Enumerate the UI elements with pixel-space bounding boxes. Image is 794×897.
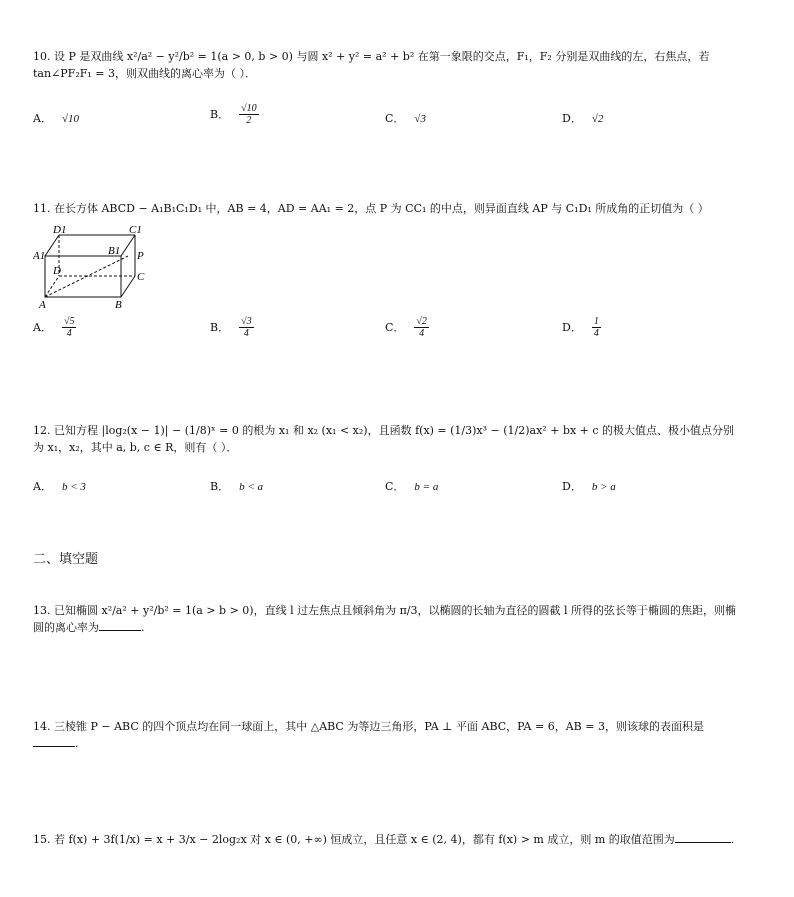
answer-blank-15[interactable] [675,832,731,843]
label-b1: B1 [108,245,121,257]
q10-option-d: D． √2 [562,112,604,125]
label-d: D [53,265,61,277]
label-a: A [39,299,46,311]
q10-option-c: C． √3 [385,112,426,125]
question-11 [33,200,742,217]
q12-option-d: D． b > a [562,480,616,493]
question-13-text: 13. 已知椭圆 x²/a² + y²/b² = 1(a > b > 0)，直线 l 过左焦点且倾斜角为 π/3，以椭圆的长轴为直径的圆截 l 所得的弦长等于椭圆的焦距，则椭圆的离心率为 [33,604,737,635]
question-12-text: 12. 已知方程 |log₂(x − 1)| − (1/8)ˣ = 0 的根为 x₁ 和 x₂ (x₁ < x₂)，且函数 f(x) = (1/3)x³ − (1/2)ax² + bx + c 的极大值点、极小值点分别为 x₁，x₂，其中 a, b, c ∈ R，则有（ ）． [33,424,735,455]
q12-option-b: B． b < a [210,480,264,493]
q12-option-a: A． b < 3 [33,480,86,493]
q12-option-c: C． b = a [385,480,439,493]
question-10-text: 10. 设 P 是双曲线 x²/a² − y²/b² = 1(a > 0, b > 0) 与圆 x² + y² = a² + b² 在第一象限的交点，F₁，F₂ 分别是双曲线的左，右焦点，若 tan∠PF₂F₁ = 3，则双曲线的离心率为（ ）． [33,50,710,81]
question-15-text: 15. 若 f(x) + 3f(1/x) = x + 3/x − 2log₂x 对 x ∈ (0, +∞) 恒成立，且任意 x ∈ (2, 4)，都有 f(x) > m 成立，则 m 的取值范围为 [33,833,675,846]
question-14: 14. 三棱锥 P − ABC 的四个顶点均在同一球面上，其中 △ABC 为等边三角形，PA ⊥ 平面 ABC，PA = 6，AB = 3，则该球的表面积是. [33,720,704,751]
q11-option-d: D． $\frac{1}{4}$ [562,316,599,339]
question-12 [33,422,742,456]
question-15: 15. 若 f(x) + 3f(1/x) = x + 3/x − 2log₂x 对 x ∈ (0, +∞) 恒成立，且任意 x ∈ (2, 4)，都有 f(x) > m 成立，则 m 的取值范围为 . [33,833,735,846]
question-13: 13. 已知椭圆 x²/a² + y²/b² = 1(a > b > 0)，直线 l 过左焦点且倾斜角为 π/3，以椭圆的长轴为直径的圆截 l 所得的弦长等于椭圆的焦距，则椭圆的离心率为 . [33,604,737,635]
label-d1: D1 [53,224,67,236]
label-p: P [137,250,144,262]
q11-option-c: C． $\frac{√2}{4}$ [385,316,427,339]
q10-option-b: B． $\frac{√10}{2}$ [210,103,257,126]
label-c: C [137,271,145,283]
answer-blank-13[interactable] [99,620,141,631]
q11-option-a: A． $\frac{√5}{4}$ [33,316,75,339]
label-b: B [115,299,122,311]
question-11-text: 11. 在长方体 ABCD − A₁B₁C₁D₁ 中，AB = 4，AD = AA₁ = 2，点 P 为 CC₁ 的中点，则异面直线 AP 与 C₁D₁ 所成角的正切值为（ ） [33,202,709,215]
answer-blank-14[interactable] [33,736,75,747]
label-a1: A1 [33,250,46,262]
label-c1: C1 [129,224,142,236]
cuboid-figure [33,222,153,312]
q10-option-a: A． √10 [33,112,79,125]
q11-option-b: B． $\frac{√3}{4}$ [210,316,252,339]
question-10 [33,48,742,82]
section-title: 二、填空题 [33,552,99,567]
question-14-text: 14. 三棱锥 P − ABC 的四个顶点均在同一球面上，其中 △ABC 为等边三角形，PA ⊥ 平面 ABC，PA = 6，AB = 3，则该球的表面积是 [33,720,704,733]
